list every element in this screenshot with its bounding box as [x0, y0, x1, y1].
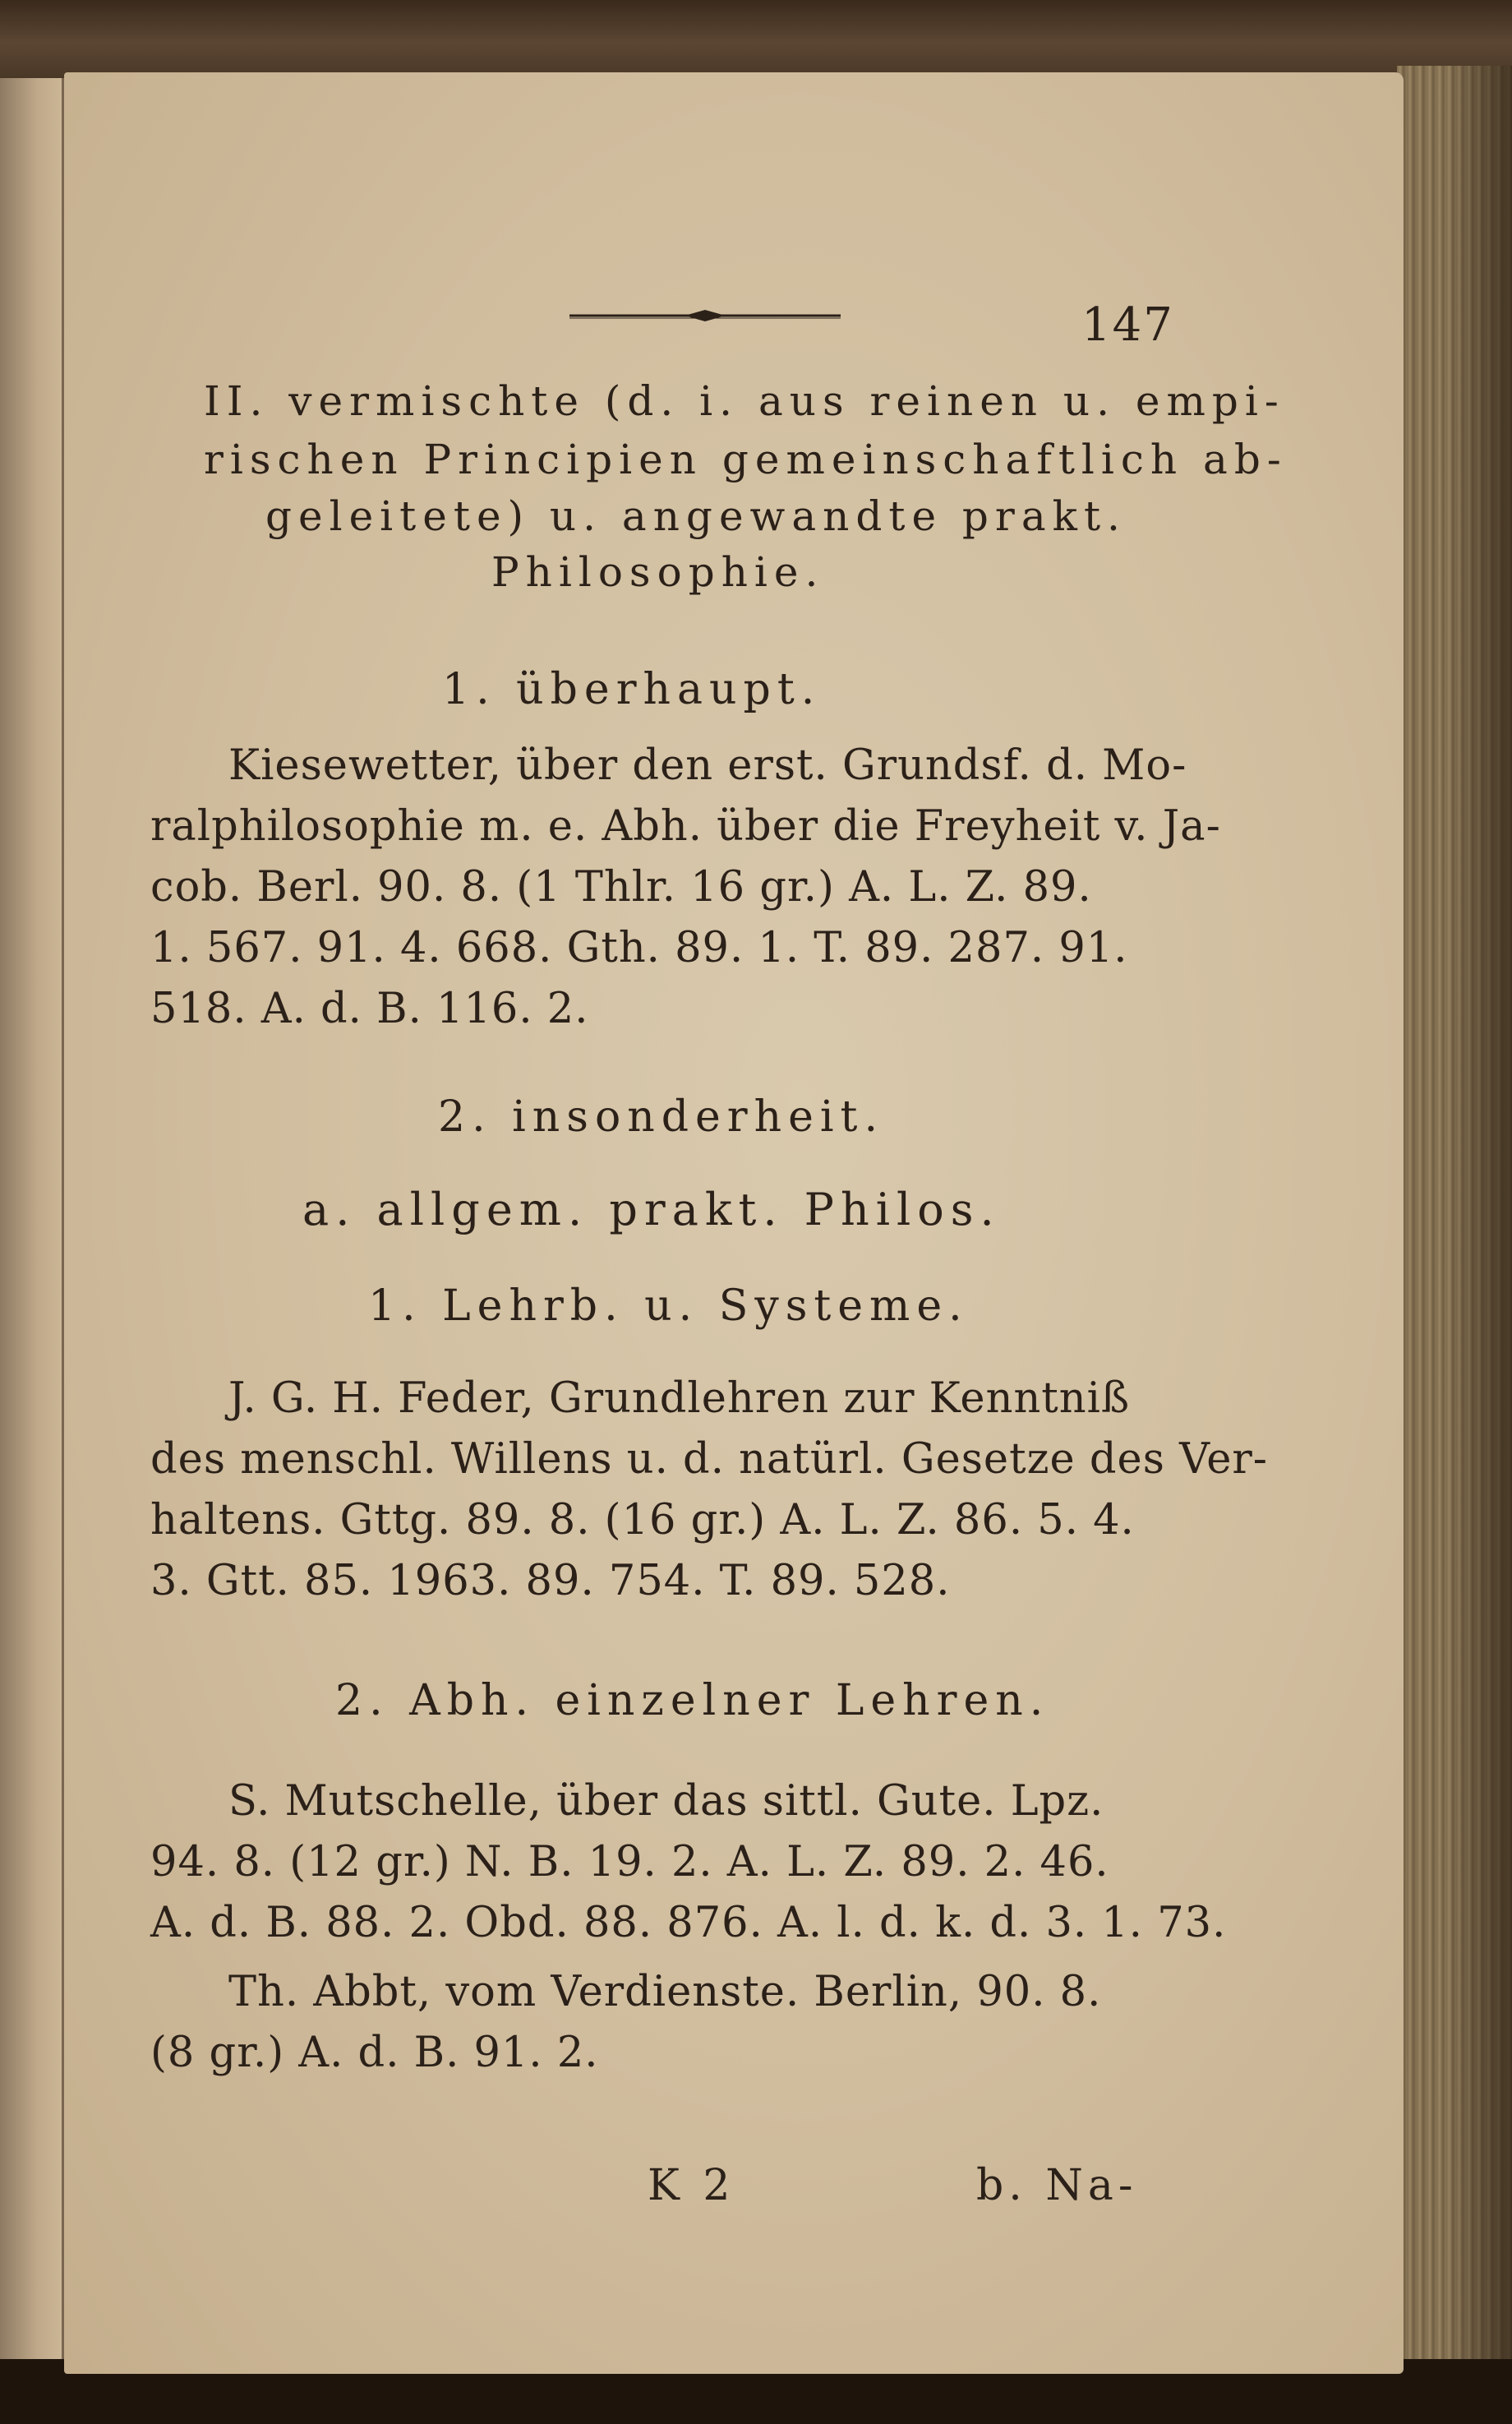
subheading-general-practical-philosophy: a. allgem. prakt. Philos.	[302, 1184, 1001, 1235]
entry-kiesewetter-line-4: 1. 567. 91. 4. 668. Gth. 89. 1. T. 89. 287. 91.	[150, 924, 1128, 972]
entry-abbt-line-1: Th. Abbt, vom Verdienste. Berlin, 90. 8.	[228, 1968, 1102, 2016]
entry-feder-line-1: J. G. H. Feder, Grundlehren zur Kenntniß	[228, 1374, 1131, 1423]
section-heading-line-2: rischen Principien gemeinschaftlich ab-	[204, 436, 1288, 483]
entry-mutschelle-line-1: S. Mutschelle, über das sittl. Gute. Lpz.	[228, 1777, 1104, 1826]
book-page	[64, 72, 1404, 2374]
subheading-particular: 2. insonderheit.	[438, 1092, 884, 1142]
page-block-shadow	[1446, 66, 1512, 2359]
entry-feder-line-4: 3. Gtt. 85. 1963. 89. 754. T. 89. 528.	[150, 1557, 951, 1605]
entry-kiesewetter-line-1: Kiesewetter, über den erst. Grundsf. d. Mo-	[228, 741, 1187, 790]
entry-mutschelle-line-3: A. d. B. 88. 2. Obd. 88. 876. A. l. d. k. d. 3. 1. 73.	[150, 1899, 1227, 1947]
ornamental-rule	[569, 309, 841, 322]
page-number: 147	[1081, 298, 1174, 352]
entry-kiesewetter-line-5: 518. A. d. B. 116. 2.	[150, 985, 589, 1033]
entry-feder-line-3: haltens. Gttg. 89. 8. (16 gr.) A. L. Z. 86. 5. 4.	[150, 1496, 1135, 1544]
signature-mark: K 2	[648, 2161, 735, 2210]
entry-abbt-line-2: (8 gr.) A. d. B. 91. 2.	[150, 2029, 599, 2077]
book-cover-edge	[0, 0, 1512, 78]
subheading-textbooks-systems: 1. Lehrb. u. Systeme.	[368, 1281, 969, 1331]
subheading-overall: 1. überhaupt.	[442, 665, 822, 714]
entry-mutschelle-line-2: 94. 8. (12 gr.) N. B. 19. 2. A. L. Z. 89. 2. 46.	[150, 1838, 1109, 1886]
section-heading-line-3: geleitete) u. angewandte prakt.	[265, 492, 1127, 540]
section-heading-line-1: II. vermischte (d. i. aus reinen u. empi-	[204, 377, 1285, 425]
section-heading-line-4: Philosophie.	[491, 548, 825, 596]
facing-page-edge	[0, 78, 64, 2380]
entry-kiesewetter-line-2: ralphilosophie m. e. Abh. über die Freyheit v. Ja-	[150, 802, 1221, 851]
catchword: b. Na-	[976, 2161, 1138, 2210]
entry-kiesewetter-line-3: cob. Berl. 90. 8. (1 Thlr. 16 gr.) A. L. Z. 89.	[150, 863, 1092, 912]
entry-feder-line-2: des menschl. Willens u. d. natürl. Gesetze des Ver-	[150, 1435, 1269, 1484]
subheading-individual-doctrines: 2. Abh. einzelner Lehren.	[335, 1676, 1050, 1725]
